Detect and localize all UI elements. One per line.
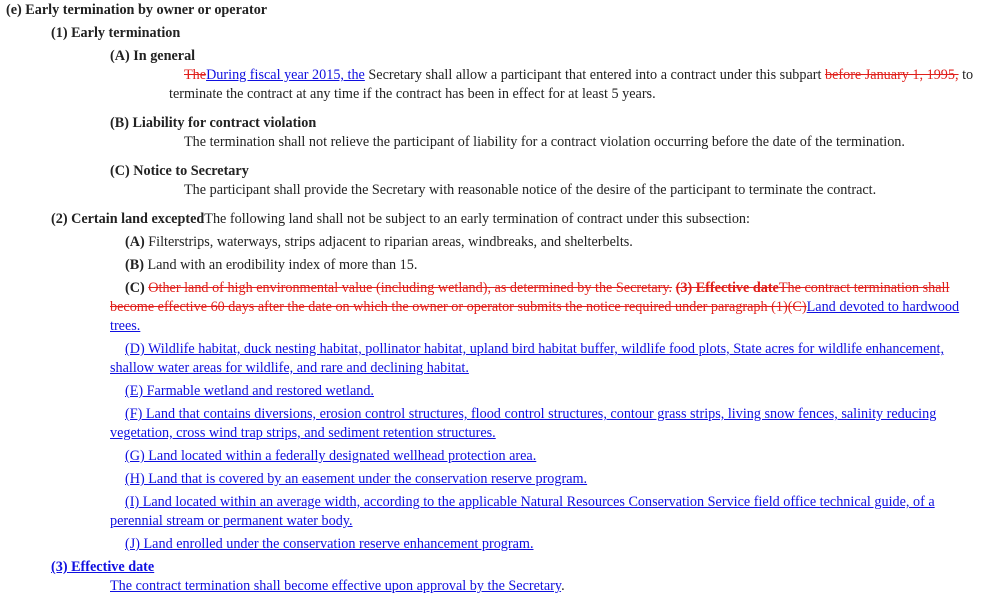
para-2-f-line-1: (F) Land that contains diversions, erosion control structures, flood control structures, contour grass strips, living snow fences, salinity reducing [125, 406, 937, 422]
para-2-j: (J) Land enrolled under the conservation reserve enhancement program. [125, 536, 534, 552]
para-2-h: (H) Land that is covered by an easement under the conservation reserve program. [125, 471, 588, 487]
item-text: Filterstrips, waterways, strips adjacent to riparian areas, windbreaks, and shelterbelts. [144, 234, 633, 250]
para-2-c-line-1 [125, 279, 949, 298]
deleted-text: The [184, 67, 207, 83]
para-2-intro: The following land shall not be subject to an early termination of contract under this subsection: [204, 211, 750, 227]
para-2-b [125, 256, 417, 275]
para-2-e: (E) Farmable wetland and restored wetland. [125, 383, 374, 399]
para-1-c-heading: (C) Notice to Secretary [110, 163, 249, 179]
item-text: Land with an erodibility index of more than 15. [143, 257, 418, 273]
deleted-heading: (3) Effective date [675, 280, 779, 296]
para-2-i-line-1: (I) Land located within an average width, according to the applicable Natural Resources Conservation Service field office technical guide, of a [125, 494, 935, 510]
para-2-heading-line [51, 210, 750, 229]
deleted-text: become effective 60 days after the date on which the owner or operator submits the notice required under paragraph (1)(C) [110, 299, 807, 315]
para-1-b-heading: (B) Liability for contract violation [110, 115, 317, 131]
body-text: Secretary shall allow a participant that entered into a contract under this subpart [364, 67, 825, 83]
item-label: (C) [125, 280, 145, 296]
para-1-b-text: The termination shall not relieve the participant of liability for a contract violation occurring before the date of the termination. [184, 134, 905, 150]
para-1-a-line-1 [184, 66, 973, 85]
para-1-c-text: The participant shall provide the Secretary with reasonable notice of the desire of the participant to terminate the contract. [184, 182, 877, 198]
item-label: (A) [125, 234, 145, 250]
para-2-f-line-2: vegetation, cross wind trap strips, and sediment retention structures. [110, 425, 496, 441]
period: . [561, 578, 565, 594]
inserted-text: The contract termination shall become effective upon approval by the Secretary [110, 578, 562, 594]
body-text: to [958, 67, 974, 83]
inserted-text: Land devoted to hardwood [806, 299, 960, 315]
para-2-c-line-2 [110, 298, 959, 317]
para-3-text-line [110, 577, 565, 596]
item-label: (B) [125, 257, 144, 273]
para-3-heading: (3) Effective date [51, 559, 155, 575]
para-2-c-line-3: trees. [110, 318, 141, 334]
para-1-a-heading: (A) In general [110, 48, 196, 64]
deleted-text: before January 1, 1995, [824, 67, 959, 83]
section-e-heading: (e) Early termination by owner or operator [6, 2, 268, 18]
deleted-text: The contract termination shall [778, 280, 950, 296]
para-2-g: (G) Land located within a federally designated wellhead protection area. [125, 448, 537, 464]
para-1-a-line-2: terminate the contract at any time if the contract has been in effect for at least 5 years. [169, 86, 656, 102]
inserted-text: During fiscal year 2015, the [206, 67, 365, 83]
para-2-a [125, 233, 633, 252]
para-1-heading: (1) Early termination [51, 25, 181, 41]
para-2-d-line-2: shallow water areas for wildlife, and rare and declining habitat. [110, 360, 469, 376]
para-2-heading: (2) Certain land excepted [51, 211, 205, 227]
para-2-d-line-1: (D) Wildlife habitat, duck nesting habitat, pollinator habitat, upland bird habitat buffer, wildlife food plots, State acres for wildlife enhancement, [125, 341, 945, 357]
para-2-i-line-2: perennial stream or permanent water body. [110, 513, 353, 529]
deleted-text: Other land of high environmental value (including wetland), as determined by the Secretary. [148, 280, 673, 296]
